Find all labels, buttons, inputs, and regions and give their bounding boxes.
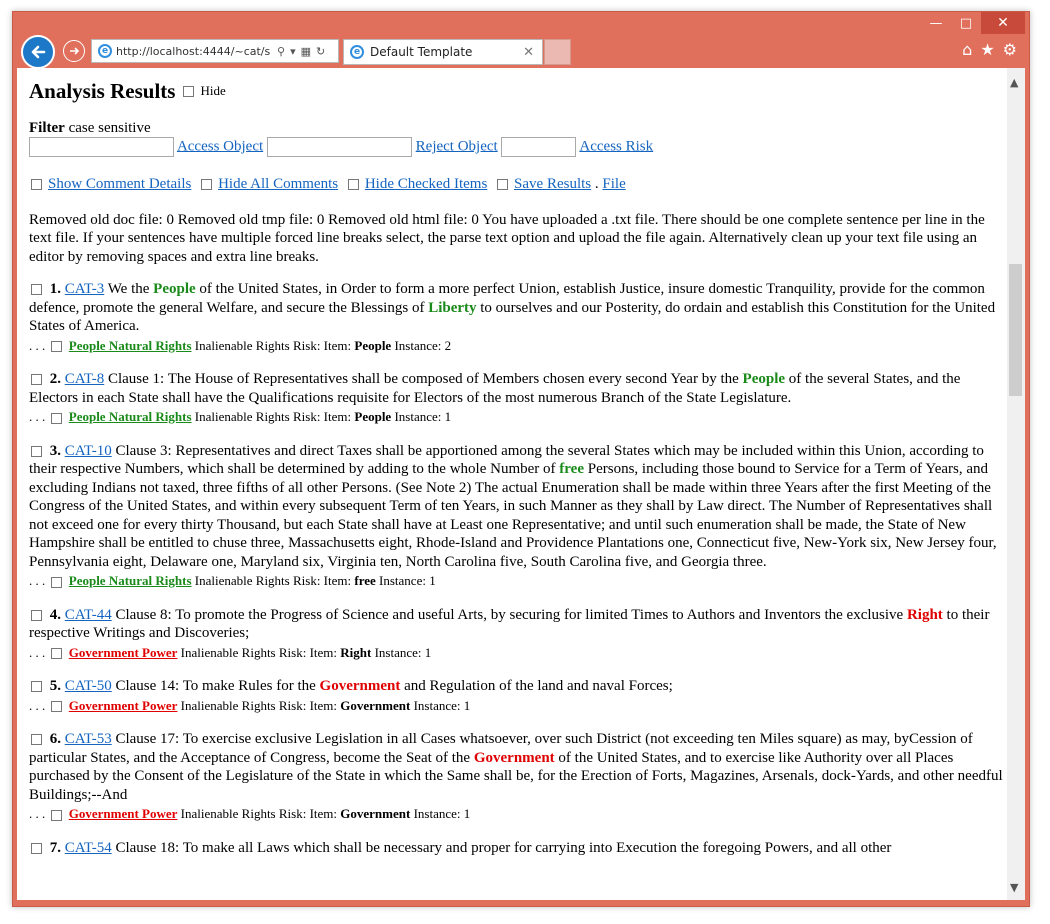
page-content — [17, 68, 1007, 900]
item-id-link[interactable]: CAT-10 — [64, 442, 112, 459]
hide-checked-link[interactable]: Hide Checked Items — [364, 176, 488, 192]
save-results-link[interactable]: Save Results — [514, 176, 592, 192]
risk-type: Inalienable Rights Risk: Item: — [194, 573, 352, 588]
item-text: Clause 14: To make Rules for the — [115, 678, 316, 694]
item-text: Clause 1: The House of Representatives shall be composed of Members chosen every second Year by the — [107, 371, 739, 387]
item-number: 2. — [49, 371, 61, 387]
risk-item: Government — [340, 697, 411, 713]
item-id-link[interactable]: CAT-3 — [64, 281, 105, 297]
refresh-icon[interactable]: ↻ — [316, 44, 326, 58]
minimize-icon[interactable]: — — [929, 15, 943, 31]
item-checkbox[interactable] — [31, 374, 42, 385]
hide-all-checkbox[interactable] — [201, 179, 212, 190]
risk-link[interactable]: Government Power — [68, 644, 178, 660]
risk-item: Right — [340, 644, 372, 660]
item-text: Clause 3: Representatives and direct Taxes shall be apportioned among the several States which may be included within this Union, according to their respective Numbers, which shall be determined by adding to the whole Number of — [29, 442, 984, 477]
item-checkbox[interactable] — [31, 681, 42, 692]
risk-dots: . . . — [29, 644, 46, 660]
result-item-3 — [29, 442, 1007, 591]
risk-link[interactable]: People Natural Rights — [68, 409, 192, 424]
result-item-4 — [29, 606, 1007, 663]
risk-instance-count: 1 — [444, 409, 452, 424]
risk-checkbox[interactable] — [51, 648, 62, 659]
risk-line — [29, 697, 1007, 716]
item-id-link[interactable]: CAT-8 — [64, 371, 105, 387]
new-tab-button[interactable] — [544, 39, 571, 65]
home-icon[interactable]: ⌂ — [962, 40, 973, 59]
risk-instance-count: 1 — [463, 806, 471, 821]
access-risk-link[interactable]: Access Risk — [579, 138, 654, 155]
risk-checkbox[interactable] — [51, 577, 62, 588]
filter-label: Filter — [29, 119, 65, 136]
risk-checkbox[interactable] — [51, 341, 62, 352]
file-link[interactable]: File — [602, 176, 626, 192]
risk-line — [29, 572, 1007, 591]
risk-instance-label: Instance: — [394, 337, 442, 353]
item-checkbox[interactable] — [31, 446, 42, 457]
hide-checked-checkbox[interactable] — [348, 179, 359, 190]
item-text: of the several States, and the Electors in each State shall have the Qualifications requisite for Electors of the most numerous Branch of the State Legislature. — [29, 371, 961, 406]
risk-dots: . . . — [29, 573, 46, 588]
maximize-icon[interactable]: □ — [959, 15, 973, 31]
search-icon[interactable]: ⚲ — [277, 44, 286, 58]
risk-type: Inalienable Rights Risk: Item: — [194, 409, 352, 424]
item-checkbox[interactable] — [31, 734, 42, 745]
ie-logo-icon: e — [98, 44, 112, 58]
risk-instance-label: Instance: — [413, 697, 461, 713]
result-item-2 — [29, 370, 1007, 427]
keyword: People — [742, 371, 786, 387]
risk-item: Government — [340, 806, 411, 821]
risk-item: free — [354, 573, 376, 588]
tab-default-template[interactable] — [343, 39, 543, 65]
address-bar[interactable] — [91, 39, 339, 63]
item-text: of the United States, in Order to form a more perfect Union, establish Justice, insure domestic Tranquility, provide for the common defence, promote the general Welfare, and secure the Blessings of — [29, 281, 985, 316]
risk-line — [29, 337, 1007, 356]
item-text: Clause 18: To make all Laws which shall be necessary and proper for carrying into Execution the foregoing Powers, and all other — [115, 839, 892, 856]
risk-link[interactable]: People Natural Rights — [68, 573, 192, 588]
risk-instance-label: Instance: — [379, 573, 426, 588]
result-item-5 — [29, 677, 1007, 715]
navigation-bar — [13, 34, 1029, 68]
back-button[interactable] — [21, 35, 55, 69]
item-checkbox[interactable] — [31, 284, 42, 295]
item-id-link[interactable]: CAT-53 — [64, 731, 112, 747]
hide-checkbox[interactable] — [183, 86, 194, 97]
item-text: Clause 8: To promote the Progress of Science and useful Arts, by securing for limited Times to Authors and Inventors the exclusive — [115, 606, 904, 623]
favorites-star-icon[interactable]: ★ — [980, 40, 995, 59]
item-text: of the United States, and to exercise like Authority over all Places purchased by the Consent of the Legislature of the State in which the Same shall be, for the Erection of Forts, Magazines, Arsenals, dock-Yards, and other needful Buildings;--And — [29, 749, 1003, 803]
item-text: We the — [107, 281, 150, 297]
risk-instance-label: Instance: — [394, 409, 442, 424]
risk-dots: . . . — [29, 806, 46, 821]
forward-button[interactable] — [63, 40, 85, 62]
risk-dots: . . . — [29, 337, 46, 353]
scroll-down-icon[interactable]: ▼ — [1010, 881, 1019, 894]
item-number: 6. — [49, 731, 61, 747]
hide-label: Hide — [200, 83, 226, 98]
keyword: Right — [906, 606, 943, 623]
vertical-scrollbar[interactable] — [1007, 68, 1025, 900]
separator-dot: . — [594, 176, 599, 192]
reject-object-link[interactable]: Reject Object — [415, 138, 498, 155]
reject-object-input[interactable] — [267, 137, 412, 157]
result-item-7 — [29, 839, 1007, 858]
tab-title: Default Template — [370, 45, 473, 59]
analysis-header — [29, 79, 1007, 103]
item-checkbox[interactable] — [31, 610, 42, 621]
scroll-thumb[interactable] — [1009, 264, 1022, 396]
window-controls — [921, 12, 1025, 34]
risk-link[interactable]: Government Power — [68, 697, 178, 713]
risk-checkbox[interactable] — [51, 810, 62, 821]
tab-close-icon[interactable]: ✕ — [523, 44, 534, 60]
risk-dots: . . . — [29, 409, 46, 424]
hide-all-link[interactable]: Hide All Comments — [218, 176, 339, 192]
item-number: 5. — [49, 678, 61, 694]
item-id-link[interactable]: CAT-54 — [64, 839, 112, 856]
result-item-1 — [29, 280, 1007, 355]
address-text[interactable]: http://localhost:4444/~cat/s — [116, 44, 271, 58]
risk-type: Inalienable Rights Risk: Item: — [180, 806, 338, 821]
risk-instance-count: 1 — [463, 697, 471, 713]
close-window-icon[interactable]: ✕ — [981, 12, 1025, 34]
access-risk-input[interactable] — [501, 137, 576, 157]
risk-line — [29, 408, 1007, 427]
save-results-checkbox[interactable] — [497, 179, 508, 190]
item-number: 7. — [49, 839, 61, 856]
risk-link[interactable]: Government Power — [68, 806, 178, 821]
show-comment-link[interactable]: Show Comment Details — [48, 176, 192, 192]
risk-line — [29, 644, 1007, 663]
risk-instance-label: Instance: — [413, 806, 461, 821]
compat-view-icon[interactable]: ▦ — [300, 44, 311, 58]
scroll-up-icon[interactable]: ▲ — [1010, 76, 1019, 89]
access-object-link[interactable]: Access Object — [176, 138, 264, 155]
item-id-link[interactable]: CAT-44 — [64, 606, 112, 623]
keyword: Liberty — [428, 299, 477, 316]
risk-link[interactable]: People Natural Rights — [68, 337, 192, 353]
item-number: 3. — [49, 442, 61, 459]
item-text: to ourselves and our Posterity, do ordain and establish this Constitution for the United States of America. — [29, 299, 996, 334]
upload-message: Removed old doc file: 0 Removed old tmp file: 0 Removed old html file: 0 You have uploaded a .txt file. There should be one complete sentence per line in the text file. If your sentences have multiple forced line breaks select, the parse text option and upload the file again. Alternatively clean up your text file using an editor by removing spaces and extra line breaks. — [29, 211, 985, 265]
item-checkbox[interactable] — [31, 843, 42, 854]
risk-item: People — [354, 409, 392, 424]
item-text: Persons, including those bound to Service for a Term of Years, and excluding Indians not taxed, three fifths of all other Persons. (See Note 2) The actual Enumeration shall be made within three Years after the first Meeting of the Congress of the United States, and within every subsequent Term of ten Years, in such Manner as they shall by Law direct. The Number of Representatives shall not exceed one for every thirty Thousand, but each State shall have at Least one Representative; and until such enumeration shall be made, the State of New Hampshire shall be entitled to chuse three, Massachusetts eight, Rhode-Island and Providence Plantations one, Connecticut five, New-York six, New Jersey four, Pennsylvania eight, Delaware one, Maryland six, Virginia ten, North Carolina five, South Carolina five, and Georgia three. — [29, 461, 997, 570]
case-sensitive-label: case sensitive — [68, 119, 151, 136]
risk-line — [29, 805, 1007, 824]
settings-gear-icon[interactable]: ⚙ — [1002, 40, 1017, 59]
result-item-6 — [29, 730, 1007, 824]
keyword: People — [153, 281, 196, 297]
item-text: to their respective Writings and Discoveries; — [29, 606, 990, 641]
risk-checkbox[interactable] — [51, 413, 62, 424]
risk-instance-count: 1 — [429, 573, 436, 588]
item-number: 1. — [49, 281, 61, 297]
risk-instance-count: 2 — [444, 337, 452, 353]
risk-type: Inalienable Rights Risk: Item: — [180, 644, 338, 660]
keyword: Government — [473, 749, 555, 766]
tab-ie-icon: e — [350, 45, 364, 59]
filter-row — [29, 137, 1007, 157]
risk-type: Inalienable Rights Risk: Item: — [194, 337, 352, 353]
show-comment-checkbox[interactable] — [31, 179, 42, 190]
risk-checkbox[interactable] — [51, 701, 62, 712]
toolbar-icons — [962, 40, 1017, 59]
risk-dots: . . . — [29, 697, 46, 713]
keyword: free — [559, 461, 584, 477]
dropdown-icon[interactable]: ▾ — [290, 44, 296, 58]
forward-arrow-icon — [68, 45, 80, 57]
back-arrow-icon — [29, 43, 47, 61]
item-text: Clause 17: To exercise exclusive Legislation in all Cases whatsoever, over such District (not exceeding ten Miles square) as may, byCession of particular States, and the Acceptance of Congress, become the Seat of the — [29, 731, 973, 766]
item-id-link[interactable]: CAT-50 — [64, 678, 112, 694]
options-row — [29, 175, 1007, 194]
risk-item: People — [354, 337, 392, 353]
filter-title — [29, 119, 1007, 138]
access-object-input[interactable] — [29, 137, 174, 157]
page-title: Analysis Results — [29, 79, 176, 103]
browser-window — [12, 11, 1030, 907]
item-text: and Regulation of the land and naval Forces; — [404, 678, 673, 694]
risk-instance-count: 1 — [424, 644, 432, 660]
keyword: Government — [319, 678, 401, 694]
item-number: 4. — [49, 606, 61, 623]
risk-instance-label: Instance: — [374, 644, 422, 660]
risk-type: Inalienable Rights Risk: Item: — [180, 697, 338, 713]
